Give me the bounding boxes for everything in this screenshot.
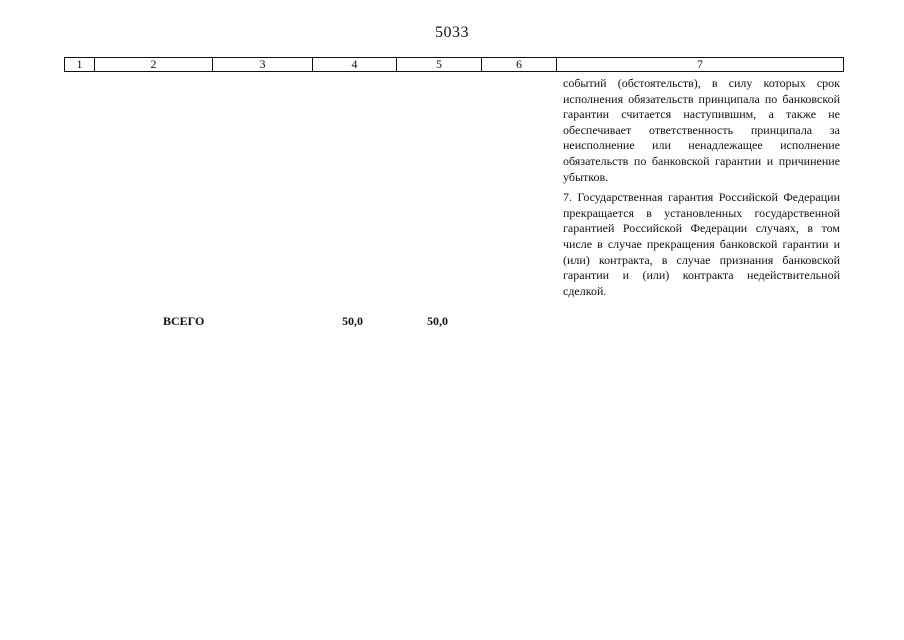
column-header-table bbox=[64, 57, 844, 72]
column-7-text bbox=[563, 76, 840, 299]
column-header-2: 2 bbox=[95, 58, 213, 72]
total-value-column-4: 50,0 bbox=[342, 314, 363, 328]
column-7-paragraph-continuation: событий (обстоятельств), в силу которых срок исполнения обязательств принципала по банковской гарантии считается наступившим, а также не обеспечивает ответственность принципала за неисполнение или ненадлежащее исполнение обязательств по банковской гарантии и причинение убытков. bbox=[563, 76, 840, 184]
page-number: 5033 bbox=[435, 24, 469, 41]
column-header-6: 6 bbox=[482, 58, 557, 72]
column-header-row bbox=[65, 58, 844, 72]
column-header-3: 3 bbox=[213, 58, 313, 72]
total-label: ВСЕГО bbox=[163, 314, 205, 328]
total-value-column-5: 50,0 bbox=[427, 314, 448, 328]
column-7-paragraph-item-7: 7. Государственная гарантия Российской Федерации прекращается в установленных государственной гарантией Российской Федерации случаях, в том числе в случае прекращения банковской гарантии и (или) контракта, в случае признания банковской гарантии и (или) контракта недействительной сделкой. bbox=[563, 190, 840, 298]
column-header-4: 4 bbox=[313, 58, 397, 72]
column-header-1: 1 bbox=[65, 58, 95, 72]
column-header-7: 7 bbox=[557, 58, 844, 72]
column-header-5: 5 bbox=[397, 58, 482, 72]
